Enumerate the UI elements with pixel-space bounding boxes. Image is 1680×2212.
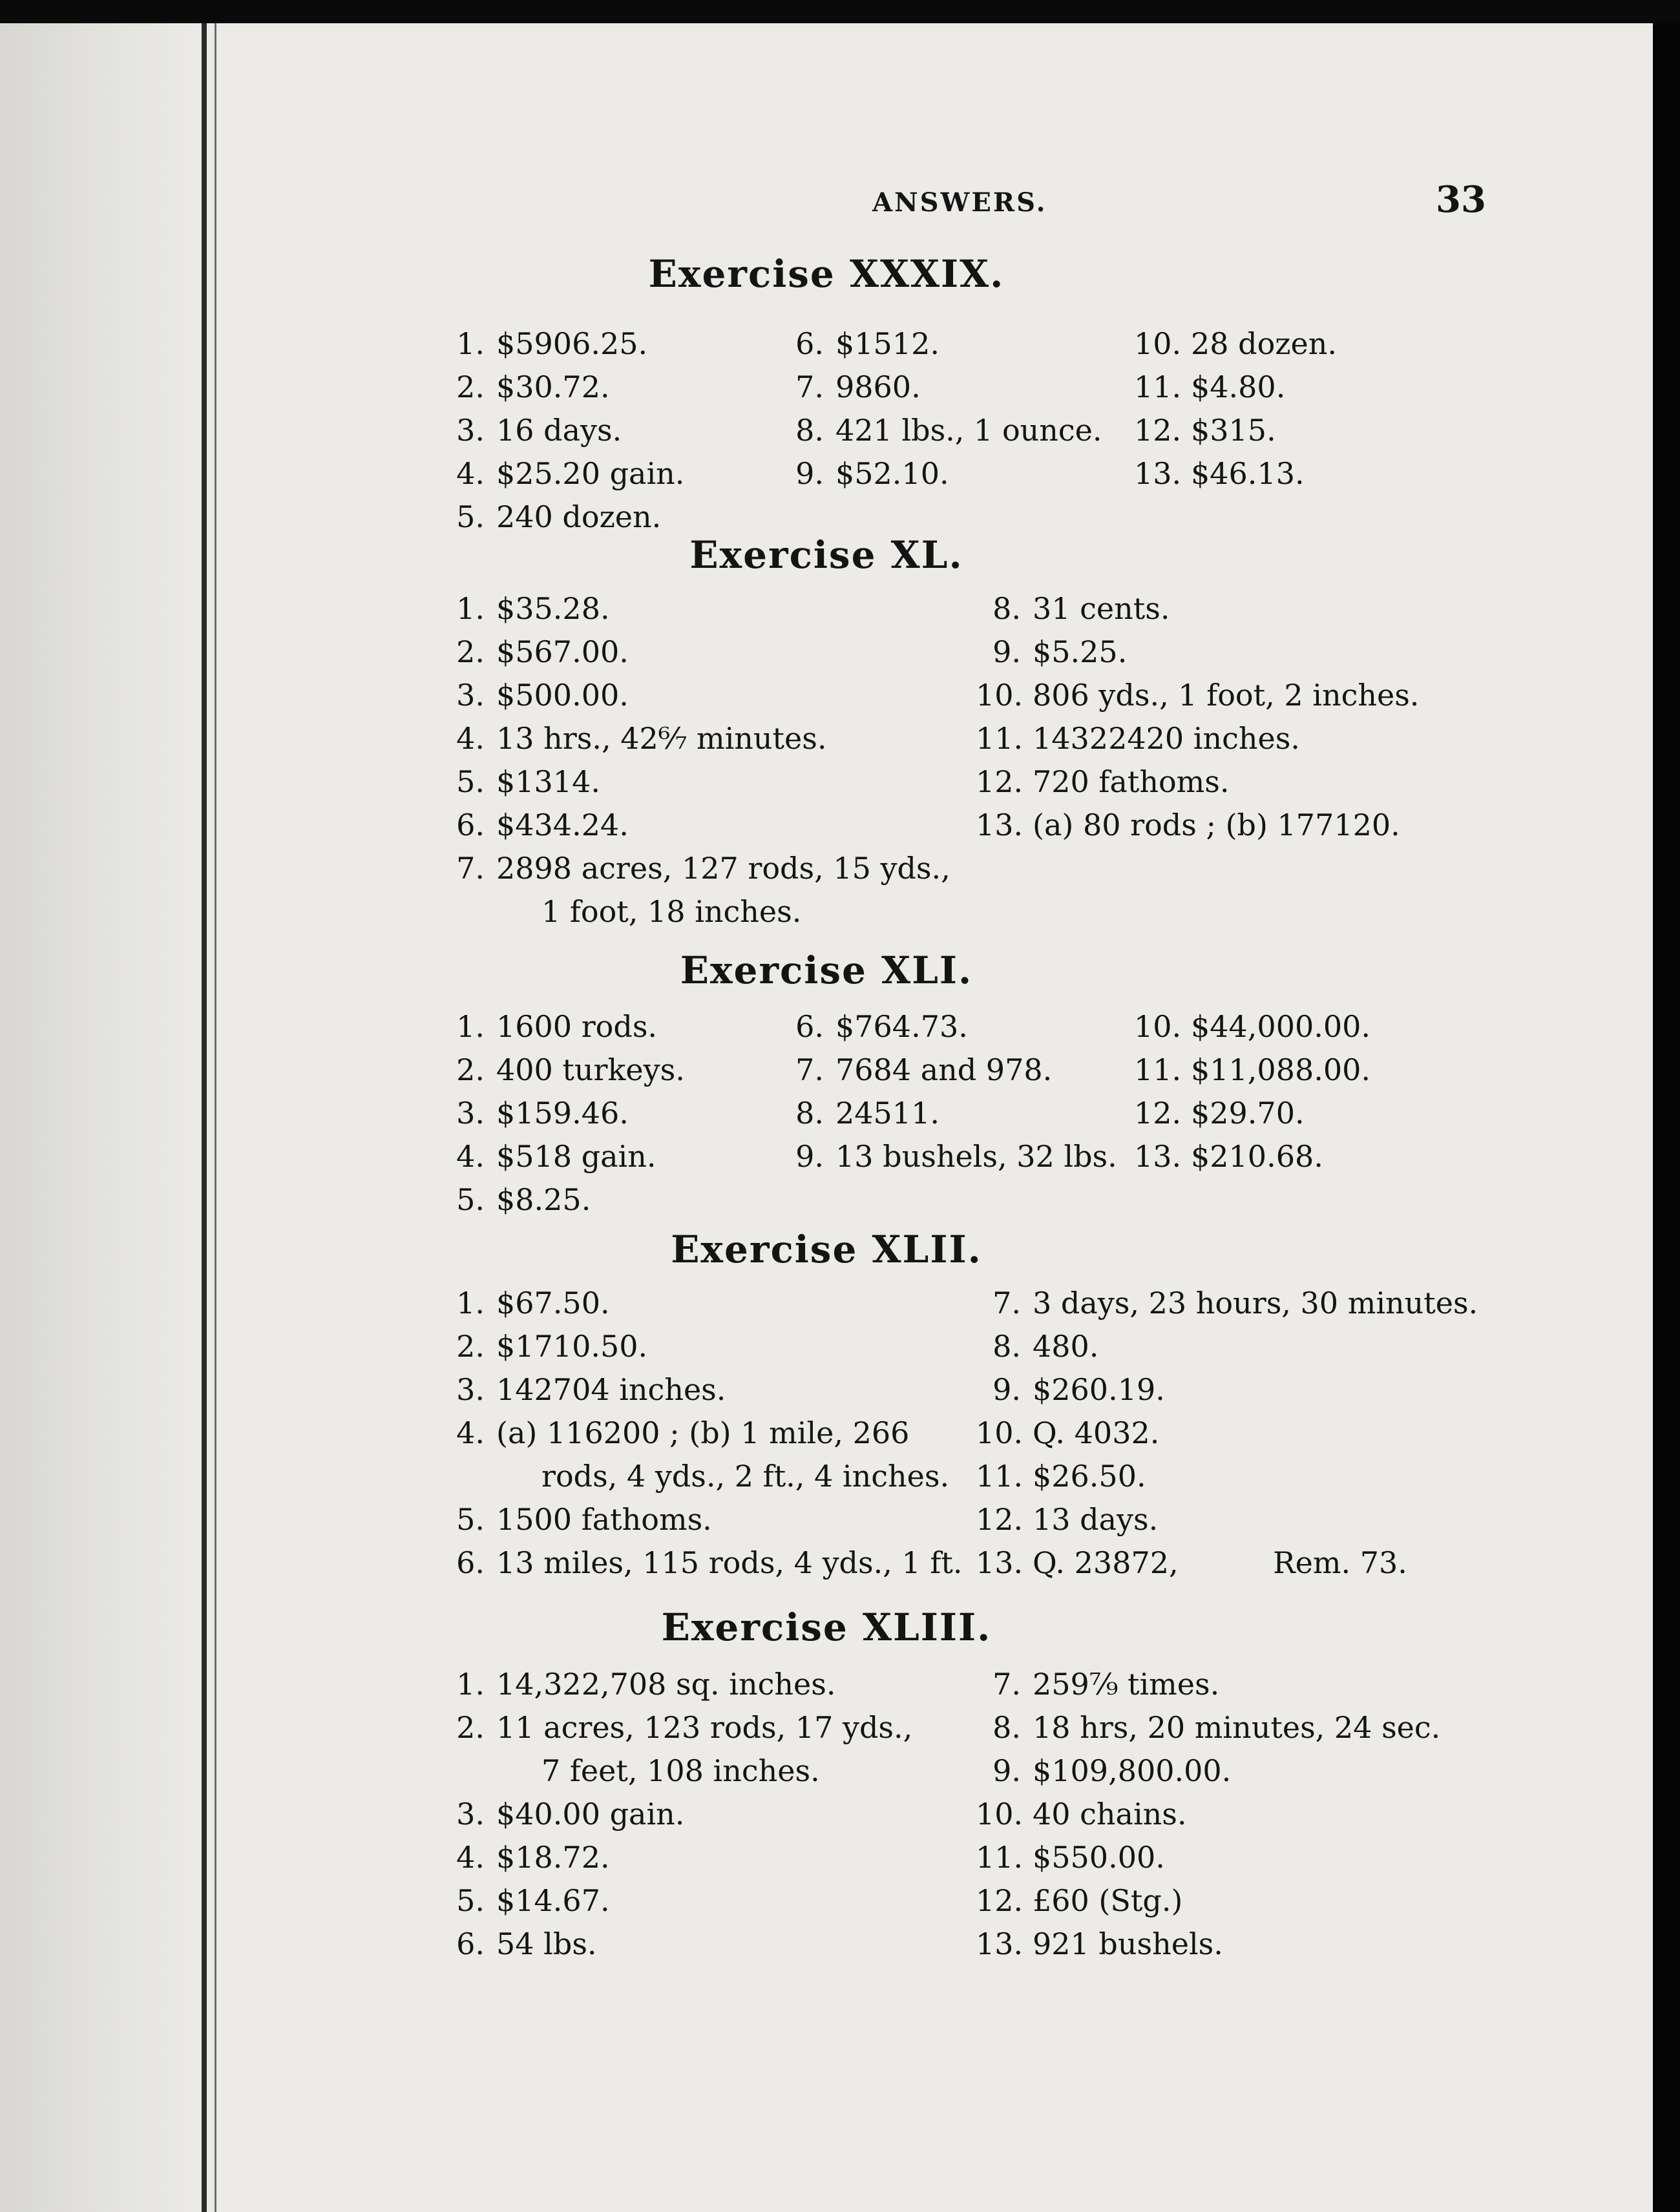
answer-number: 4. xyxy=(456,1415,485,1450)
answer-text: 480. xyxy=(1033,1329,1099,1364)
answer-item xyxy=(439,1926,597,1961)
answer-text: $44,000.00. xyxy=(1191,1009,1370,1044)
answer-item xyxy=(976,591,1170,626)
answer-text: Q. 4032. xyxy=(1033,1415,1160,1450)
answer-number: 6. xyxy=(795,1009,824,1044)
answer-item xyxy=(779,1052,1052,1087)
page-number: 33 xyxy=(1436,178,1486,221)
answer-number: 5. xyxy=(456,499,485,534)
answer-text: $26.50. xyxy=(1033,1459,1146,1494)
answer-number: 7. xyxy=(456,851,485,886)
answer-item xyxy=(1134,326,1337,361)
exercise-title: Exercise XLII. xyxy=(671,1227,982,1271)
answer-text: 16 days. xyxy=(496,413,622,448)
answer-item xyxy=(439,1797,684,1831)
answer-number: 12. xyxy=(1134,413,1182,448)
answer-text: $1512. xyxy=(835,326,940,361)
answer-text: (a) 80 rods ; (b) 177120. xyxy=(1033,808,1400,842)
answer-number: 13. xyxy=(976,1545,1024,1580)
answer-number: 11. xyxy=(976,1459,1024,1494)
answer-item xyxy=(779,413,1102,448)
answer-item xyxy=(1134,413,1276,448)
answer-text: $52.10. xyxy=(835,456,949,491)
answer-text: 142704 inches. xyxy=(496,1372,726,1407)
answer-number: 6. xyxy=(795,326,824,361)
answer-item xyxy=(976,1753,1231,1788)
answer-item xyxy=(976,1286,1478,1320)
answer-continuation: rods, 4 yds., 2 ft., 4 inches. xyxy=(541,1459,950,1494)
answer-number: 3. xyxy=(456,1096,485,1131)
answer-text: $500.00. xyxy=(496,678,629,713)
answer-text: $4.80. xyxy=(1191,370,1286,404)
answer-number: 10. xyxy=(976,678,1024,713)
answer-item xyxy=(779,370,921,404)
answer-number: 4. xyxy=(456,721,485,756)
answer-continuation: 7 feet, 108 inches. xyxy=(541,1753,820,1788)
answer-text: $46.13. xyxy=(1191,456,1305,491)
answer-item xyxy=(439,808,629,842)
answer-number: 7. xyxy=(992,1286,1021,1320)
answer-text: $14.67. xyxy=(496,1883,610,1918)
answer-number: 12. xyxy=(976,1883,1024,1918)
binding-line xyxy=(202,23,207,2212)
answer-text: $109,800.00. xyxy=(1033,1753,1232,1788)
answer-number: 9. xyxy=(795,456,824,491)
answer-text: 11 acres, 123 rods, 17 yds., xyxy=(496,1710,913,1745)
answer-item xyxy=(779,1096,940,1131)
answer-item xyxy=(779,326,940,361)
answer-text: $1710.50. xyxy=(496,1329,648,1364)
answer-number: 8. xyxy=(992,591,1021,626)
answer-text: $67.50. xyxy=(496,1286,610,1320)
answer-text: 921 bushels. xyxy=(1033,1926,1223,1961)
answer-text: $434.24. xyxy=(496,808,629,842)
answer-text: 1600 rods. xyxy=(496,1009,658,1044)
answer-item xyxy=(1134,370,1285,404)
answer-text: $260.19. xyxy=(1033,1372,1165,1407)
answer-item xyxy=(1134,456,1305,491)
answer-text: $11,088.00. xyxy=(1191,1052,1370,1087)
answer-number: 6. xyxy=(456,1545,485,1580)
answer-text: 13 hrs., 42⁶⁄₇ minutes. xyxy=(496,721,827,756)
answer-number: 1. xyxy=(456,1009,485,1044)
answer-number: 8. xyxy=(795,413,824,448)
answer-number: 2. xyxy=(456,1052,485,1087)
answer-item xyxy=(1134,1096,1305,1131)
answer-text: 28 dozen. xyxy=(1191,326,1338,361)
answer-text: 806 yds., 1 foot, 2 inches. xyxy=(1033,678,1420,713)
answer-text: $29.70. xyxy=(1191,1096,1305,1131)
answer-number: 10. xyxy=(1134,326,1182,361)
answer-item xyxy=(976,1667,1219,1702)
answer-item xyxy=(976,808,1400,842)
answer-text: 240 dozen. xyxy=(496,499,662,534)
gutter-shadow xyxy=(0,23,220,2212)
exercise-title: Exercise XL. xyxy=(689,533,963,577)
answer-number: 5. xyxy=(456,764,485,799)
answer-text: $315. xyxy=(1191,413,1276,448)
answer-text: 14322420 inches. xyxy=(1033,721,1300,756)
answer-item xyxy=(976,1545,1407,1580)
answer-number: 11. xyxy=(1134,370,1182,404)
answer-number: 6. xyxy=(456,1926,485,1961)
answer-number: 11. xyxy=(1134,1052,1182,1087)
answer-text: $30.72. xyxy=(496,370,610,404)
answer-item xyxy=(439,1415,909,1450)
answer-item xyxy=(976,1797,1187,1831)
answer-text: 18 hrs, 20 minutes, 24 sec. xyxy=(1033,1710,1441,1745)
answer-number: 2. xyxy=(456,370,485,404)
answer-item xyxy=(439,851,950,886)
answer-number: 10. xyxy=(1134,1009,1182,1044)
answer-number: 4. xyxy=(456,456,485,491)
answer-number: 13. xyxy=(976,1926,1024,1961)
answer-number: 5. xyxy=(456,1883,485,1918)
answer-number: 3. xyxy=(456,678,485,713)
answer-text: $518 gain. xyxy=(496,1139,656,1174)
answer-number: 8. xyxy=(992,1329,1021,1364)
answer-item xyxy=(976,1926,1223,1961)
exercise-title: Exercise XLIII. xyxy=(661,1605,992,1649)
answer-number: 9. xyxy=(992,634,1021,669)
answer-item xyxy=(439,1502,712,1537)
answer-number: 13. xyxy=(1134,456,1182,491)
answer-text: 54 lbs. xyxy=(496,1926,597,1961)
answer-item xyxy=(976,1502,1158,1537)
answer-item xyxy=(439,1710,912,1745)
answer-number: 5. xyxy=(456,1182,485,1217)
answer-item xyxy=(439,413,622,448)
answer-text: 400 turkeys. xyxy=(496,1052,685,1087)
answer-text: $550.00. xyxy=(1033,1840,1165,1875)
answer-text: $8.25. xyxy=(496,1182,591,1217)
answer-item xyxy=(779,456,949,491)
answer-text: 13 bushels, 32 lbs. xyxy=(835,1139,1117,1174)
answer-number: 8. xyxy=(795,1096,824,1131)
answer-number: 12. xyxy=(976,1502,1024,1537)
answer-number: 11. xyxy=(976,721,1024,756)
answer-item xyxy=(976,1329,1098,1364)
answer-item xyxy=(1134,1139,1323,1174)
answer-text: Q. 23872, xyxy=(1033,1545,1179,1580)
answer-text: 1500 fathoms. xyxy=(496,1502,712,1537)
answer-item xyxy=(976,1710,1440,1745)
answer-text: $25.20 gain. xyxy=(496,456,685,491)
answer-number: 1. xyxy=(456,1286,485,1320)
exercise-title: Exercise XXXIX. xyxy=(648,252,1005,296)
answer-text: 2898 acres, 127 rods, 15 yds., xyxy=(496,851,950,886)
answer-item xyxy=(976,1459,1146,1494)
answer-text: $567.00. xyxy=(496,634,629,669)
answer-item xyxy=(976,721,1300,756)
answer-item xyxy=(439,1883,610,1918)
answer-number: 13. xyxy=(1134,1139,1182,1174)
answer-text: 31 cents. xyxy=(1033,591,1170,626)
answer-item xyxy=(976,764,1230,799)
answer-number: 10. xyxy=(976,1415,1024,1450)
answer-item xyxy=(439,1052,685,1087)
answer-item xyxy=(439,1009,657,1044)
answer-number: 3. xyxy=(456,1797,485,1831)
answer-item xyxy=(976,1372,1165,1407)
answer-item xyxy=(976,1415,1159,1450)
answer-text: 7684 and 978. xyxy=(835,1052,1053,1087)
answer-number: 5. xyxy=(456,1502,485,1537)
answer-text: $1314. xyxy=(496,764,600,799)
answer-text: $40.00 gain. xyxy=(496,1797,685,1831)
answer-item xyxy=(439,499,661,534)
page-edge-shadow xyxy=(1653,23,1680,2212)
answer-item xyxy=(439,1667,835,1702)
answer-item xyxy=(976,634,1127,669)
answer-item xyxy=(439,1139,656,1174)
answer-item xyxy=(439,326,647,361)
answer-number: 8. xyxy=(992,1710,1021,1745)
answer-item xyxy=(1134,1052,1370,1087)
answer-item xyxy=(779,1139,1117,1174)
exercise-title: Exercise XLI. xyxy=(680,948,973,992)
answer-number: 7. xyxy=(795,370,824,404)
answer-item xyxy=(439,634,629,669)
answer-number: 1. xyxy=(456,591,485,626)
answer-number: 6. xyxy=(456,808,485,842)
answer-number: 9. xyxy=(992,1372,1021,1407)
answer-text: $159.46. xyxy=(496,1096,629,1131)
answer-number: 12. xyxy=(1134,1096,1182,1131)
answer-text: $35.28. xyxy=(496,591,610,626)
answer-number: 3. xyxy=(456,413,485,448)
answer-text: 720 fathoms. xyxy=(1033,764,1230,799)
answer-item xyxy=(976,1840,1165,1875)
answer-item xyxy=(439,370,610,404)
answer-number: 1. xyxy=(456,326,485,361)
answer-number: 2. xyxy=(456,1329,485,1364)
answer-item xyxy=(439,1182,591,1217)
answer-number: 13. xyxy=(976,808,1024,842)
answer-number: 9. xyxy=(795,1139,824,1174)
answer-item xyxy=(439,1372,726,1407)
answer-number: 10. xyxy=(976,1797,1024,1831)
binding-line-inner xyxy=(215,23,216,2212)
answer-number: 3. xyxy=(456,1372,485,1407)
answer-text: 24511. xyxy=(835,1096,940,1131)
answer-number: 11. xyxy=(976,1840,1024,1875)
answer-item xyxy=(439,1840,610,1875)
answer-item xyxy=(439,1545,963,1580)
answer-item xyxy=(439,1329,647,1364)
answer-item xyxy=(1134,1009,1370,1044)
answer-number: 2. xyxy=(456,1710,485,1745)
answer-item xyxy=(779,1009,968,1044)
answer-number: 7. xyxy=(992,1667,1021,1702)
answer-text: 421 lbs., 1 ounce. xyxy=(835,413,1102,448)
answer-text: $5906.25. xyxy=(496,326,648,361)
running-head: ANSWERS. xyxy=(872,187,1047,218)
answer-item xyxy=(439,591,610,626)
answer-item xyxy=(439,764,600,799)
answer-text: 40 chains. xyxy=(1033,1797,1187,1831)
answer-text: 3 days, 23 hours, 30 minutes. xyxy=(1033,1286,1478,1320)
answer-item xyxy=(439,721,826,756)
answer-number: 7. xyxy=(795,1052,824,1087)
answer-item xyxy=(976,1883,1182,1918)
answer-remainder: Rem. 73. xyxy=(1273,1545,1407,1580)
answer-item xyxy=(439,456,684,491)
answer-number: 9. xyxy=(992,1753,1021,1788)
answer-text: $5.25. xyxy=(1033,634,1128,669)
answer-number: 2. xyxy=(456,634,485,669)
answer-number: 12. xyxy=(976,764,1024,799)
answer-text: 9860. xyxy=(835,370,921,404)
answer-text: 13 days. xyxy=(1033,1502,1159,1537)
answer-item xyxy=(439,1286,610,1320)
answer-number: 1. xyxy=(456,1667,485,1702)
answer-text: $18.72. xyxy=(496,1840,610,1875)
answer-text: 14,322,708 sq. inches. xyxy=(496,1667,836,1702)
answer-text: 13 miles, 115 rods, 4 yds., 1 ft. xyxy=(496,1545,963,1580)
answer-text: 259⁷⁄₉ times. xyxy=(1033,1667,1220,1702)
answer-text: $764.73. xyxy=(835,1009,968,1044)
answer-item xyxy=(439,678,629,713)
answer-continuation: 1 foot, 18 inches. xyxy=(541,894,802,929)
answer-item xyxy=(976,678,1419,713)
answer-item xyxy=(439,1096,629,1131)
answer-text: £60 (Stg.) xyxy=(1033,1883,1183,1918)
answer-number: 4. xyxy=(456,1139,485,1174)
answer-text: (a) 116200 ; (b) 1 mile, 266 xyxy=(496,1415,910,1450)
answer-number: 4. xyxy=(456,1840,485,1875)
answer-text: $210.68. xyxy=(1191,1139,1323,1174)
